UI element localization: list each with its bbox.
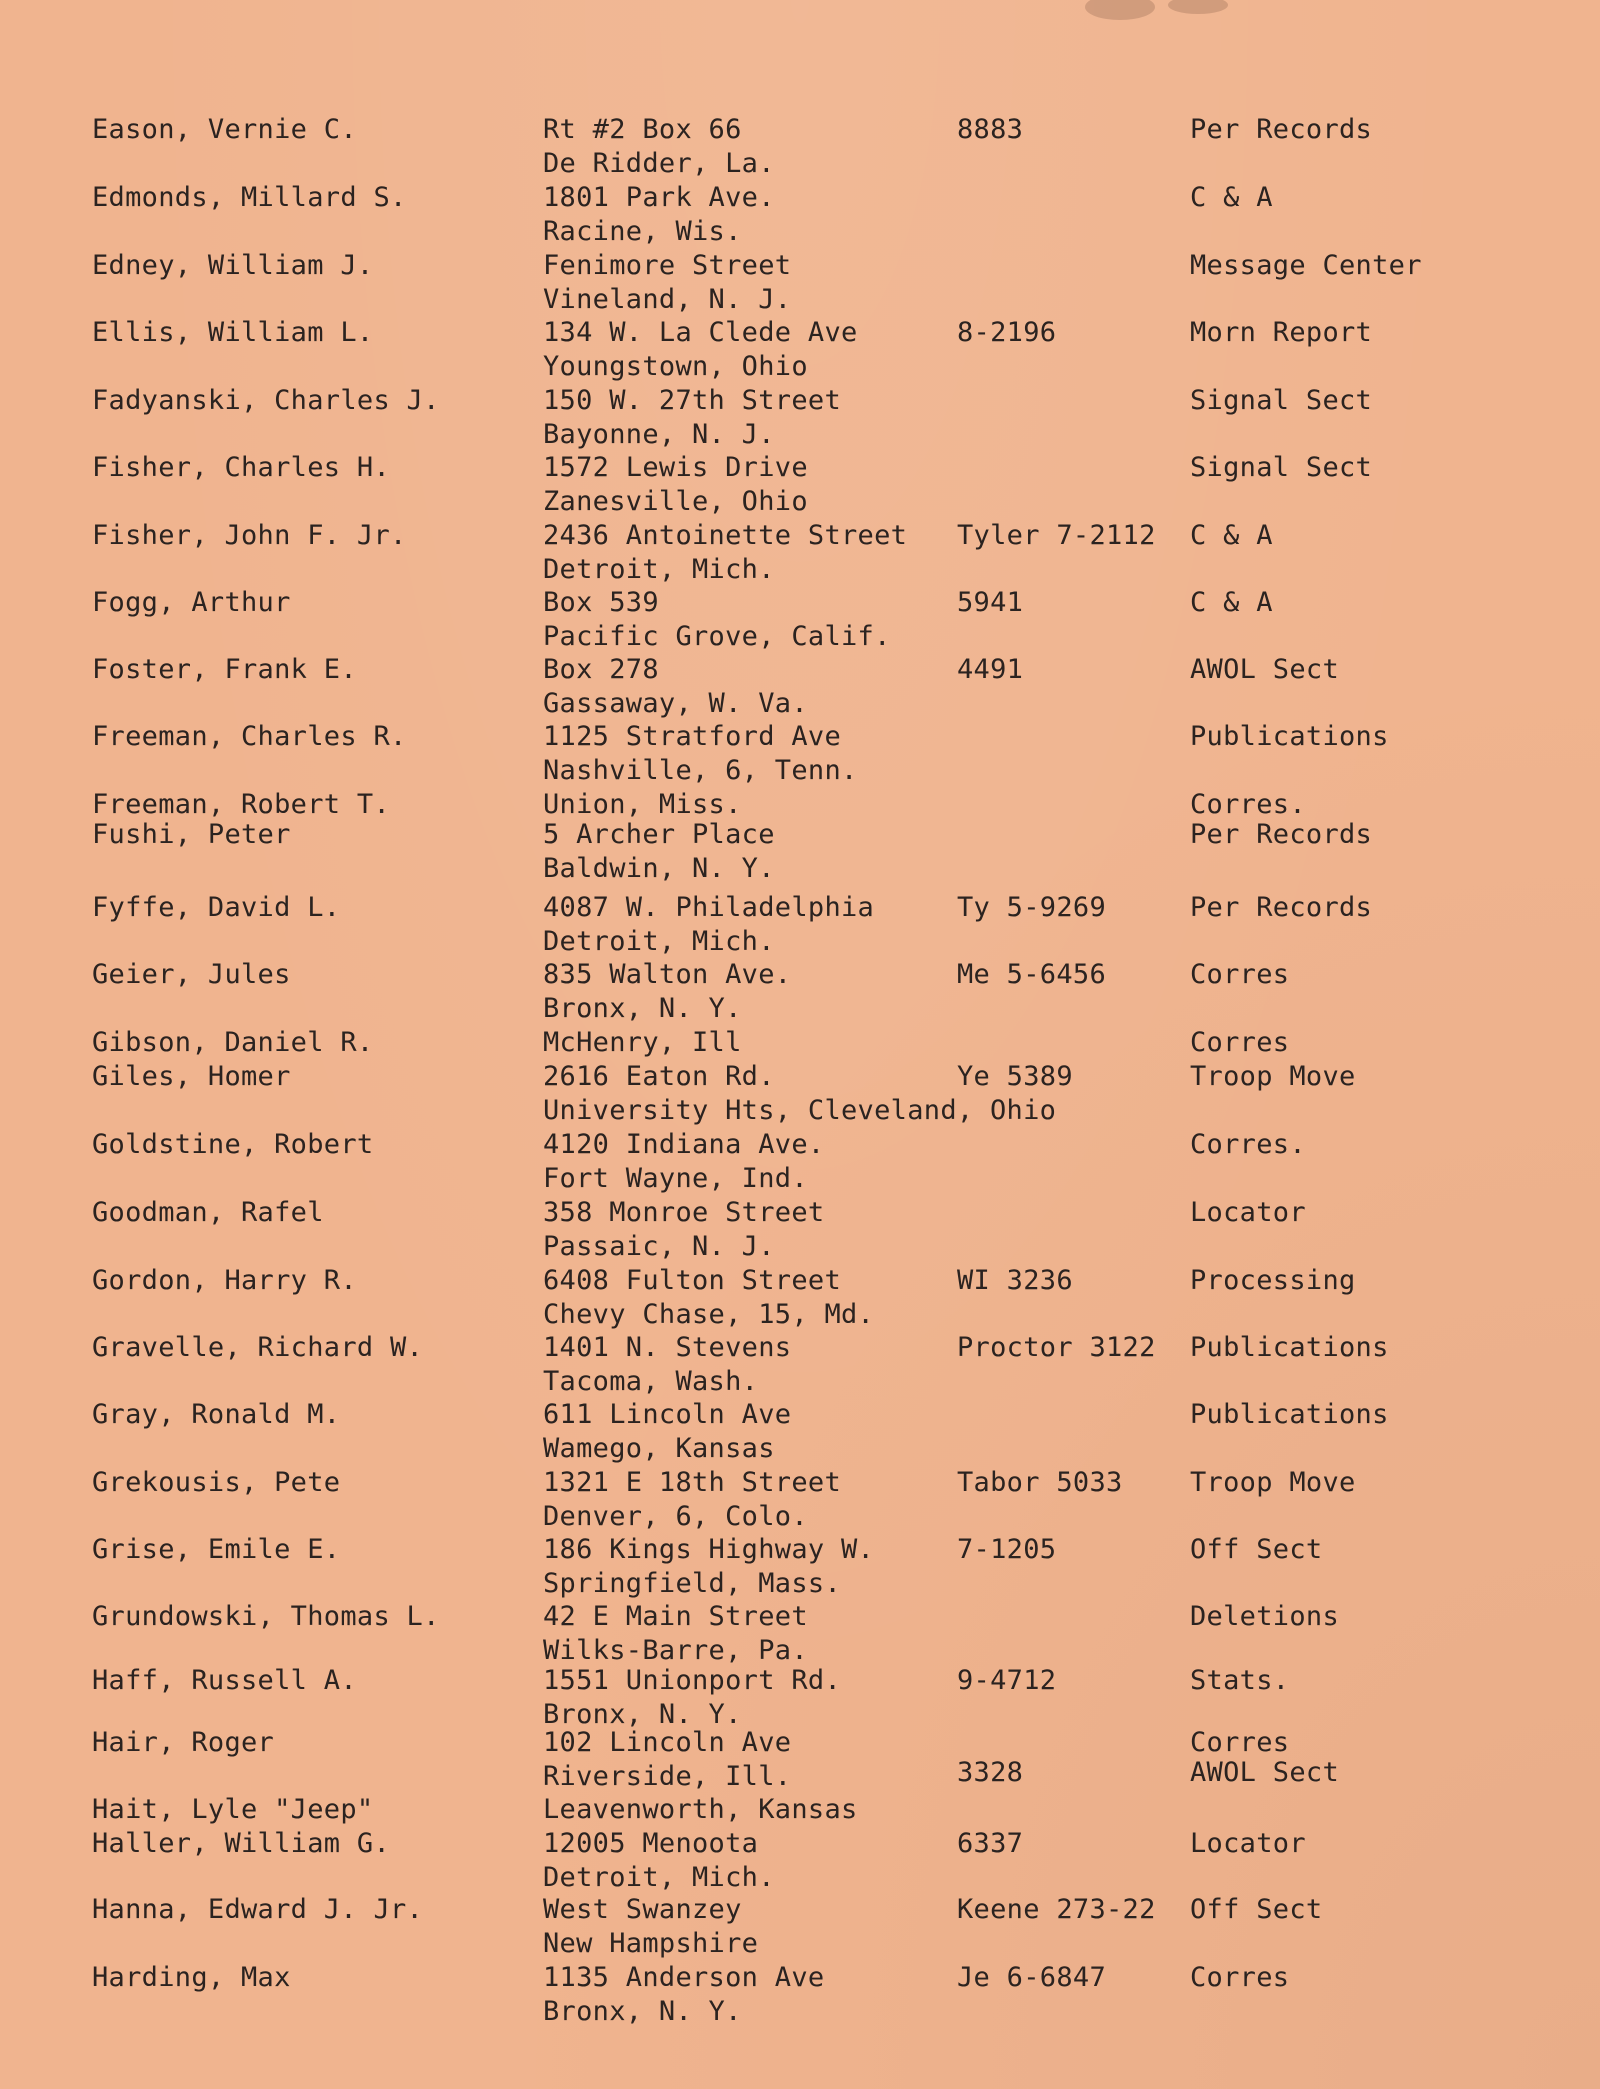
address-line-1: 4120 Indiana Ave.	[543, 1129, 825, 1160]
address-line-2: Fort Wayne, Ind.	[543, 1163, 808, 1194]
phone-number: Tabor 5033	[957, 1467, 1123, 1498]
member-name: Gordon, Harry R.	[92, 1265, 357, 1296]
member-name: Geier, Jules	[92, 959, 291, 990]
member-name: Gibson, Daniel R.	[92, 1027, 374, 1058]
address-line-2: Baldwin, N. Y.	[543, 853, 775, 884]
section-name: Morn Report	[1190, 317, 1373, 348]
member-name: Haller, William G.	[92, 1828, 390, 1859]
address-line-1: 186 Kings Highway W.	[543, 1534, 875, 1565]
address-line-1: 2436 Antoinette Street	[543, 520, 908, 551]
roster-entry	[0, 818, 1600, 886]
address-line-2: Bronx, N. Y.	[543, 993, 742, 1024]
member-name: Edmonds, Millard S.	[92, 182, 407, 213]
address-line-1: 1321 E 18th Street	[543, 1467, 841, 1498]
member-name: Goodman, Rafel	[92, 1197, 324, 1228]
phone-number: Ty 5-9269	[957, 892, 1106, 923]
address-line-1: 134 W. La Clede Ave	[543, 317, 858, 348]
phone-number: 5941	[957, 587, 1024, 618]
roster-entry	[0, 181, 1600, 249]
phone-number: 8883	[957, 114, 1024, 145]
address-line-2: Wilks-Barre, Pa.	[543, 1635, 808, 1666]
member-name: Grekousis, Pete	[92, 1467, 341, 1498]
address-line-2: Gassaway, W. Va.	[543, 688, 808, 719]
section-name: Per Records	[1190, 819, 1373, 850]
paper-smudge	[1168, 0, 1228, 14]
section-name: AWOL Sect	[1190, 654, 1339, 685]
address-line-2: De Ridder, La.	[543, 148, 775, 179]
address-line-2: Zanesville, Ohio	[543, 486, 808, 517]
section-name: Publications	[1190, 721, 1389, 752]
address-line-2: Bronx, N. Y.	[543, 1699, 742, 1730]
address-line-1: 6408 Fulton Street	[543, 1265, 841, 1296]
roster-entry	[0, 1961, 1600, 2029]
member-name: Hanna, Edward J. Jr.	[92, 1894, 424, 1925]
section-name: Corres	[1190, 1027, 1290, 1058]
phone-number: 3328	[957, 1757, 1024, 1788]
address-line-1: 1135 Anderson Ave	[543, 1962, 825, 1993]
address-line-1: Box 539	[543, 587, 659, 618]
roster-entry	[0, 1600, 1600, 1668]
phone-number: Je 6-6847	[957, 1962, 1106, 1993]
phone-number: 7-1205	[957, 1534, 1057, 1565]
section-name: Locator	[1190, 1197, 1306, 1228]
section-name: Processing	[1190, 1265, 1356, 1296]
roster-entry	[0, 249, 1600, 317]
address-line-2: Bronx, N. Y.	[543, 1996, 742, 2027]
member-name: Foster, Frank E.	[92, 654, 357, 685]
member-name: Fisher, John F. Jr.	[92, 520, 407, 551]
phone-number: Me 5-6456	[957, 959, 1106, 990]
address-line-2: Racine, Wis.	[543, 216, 742, 247]
member-name: Fadyanski, Charles J.	[92, 385, 440, 416]
section-name: Off Sect	[1190, 1534, 1323, 1565]
address-line-2: Vineland, N. J.	[543, 284, 792, 315]
member-name: Eason, Vernie C.	[92, 114, 357, 145]
roster-entry	[0, 958, 1600, 1026]
address-line-1: 1125 Stratford Ave	[543, 721, 841, 752]
phone-number: 9-4712	[957, 1665, 1057, 1696]
address-line-2: Detroit, Mich.	[543, 926, 775, 957]
section-name: Corres	[1190, 959, 1290, 990]
section-name: Publications	[1190, 1399, 1389, 1430]
address-line-2: Youngstown, Ohio	[543, 351, 808, 382]
address-line-1: Fenimore Street	[543, 250, 792, 281]
section-name: Corres.	[1190, 1129, 1306, 1160]
address-line-2: Pacific Grove, Calif.	[543, 621, 891, 652]
section-name: Locator	[1190, 1828, 1306, 1859]
address-line-1: 42 E Main Street	[543, 1601, 808, 1632]
roster-entry	[0, 384, 1600, 452]
roster-entry	[0, 891, 1600, 959]
roster-entry	[0, 1893, 1600, 1961]
section-name: Troop Move	[1190, 1061, 1356, 1092]
section-name: Off Sect	[1190, 1894, 1323, 1925]
address-line-1: 1572 Lewis Drive	[543, 452, 808, 483]
section-name: Troop Move	[1190, 1467, 1356, 1498]
address-line-1: 1551 Unionport Rd.	[543, 1665, 841, 1696]
section-name: Publications	[1190, 1332, 1389, 1363]
phone-number: WI 3236	[957, 1265, 1073, 1296]
address-line-1: 12005 Menoota	[543, 1828, 759, 1859]
member-name: Fogg, Arthur	[92, 587, 291, 618]
member-name: Freeman, Charles R.	[92, 721, 407, 752]
roster-entry	[0, 1060, 1600, 1128]
address-line-1: 835 Walton Ave.	[543, 959, 792, 990]
phone-number: 8-2196	[957, 317, 1057, 348]
address-line-2: Detroit, Mich.	[543, 554, 775, 585]
address-line-1: 358 Monroe Street	[543, 1197, 825, 1228]
member-name: Goldstine, Robert	[92, 1129, 374, 1160]
roster-entry	[0, 1398, 1600, 1466]
roster-entry	[0, 1128, 1600, 1196]
section-name: Deletions	[1190, 1601, 1339, 1632]
section-name: Corres	[1190, 1727, 1290, 1758]
section-name: C & A	[1190, 587, 1273, 618]
member-name: Gravelle, Richard W.	[92, 1332, 424, 1363]
section-name: C & A	[1190, 182, 1273, 213]
member-name: Edney, William J.	[92, 250, 374, 281]
member-name: Gray, Ronald M.	[92, 1399, 341, 1430]
address-line-1: 4087 W. Philadelphia	[543, 892, 875, 923]
roster-entry	[0, 113, 1600, 181]
address-line-1: 150 W. 27th Street	[543, 385, 841, 416]
roster-entry	[0, 1196, 1600, 1264]
address-line-1: 2616 Eaton Rd.	[543, 1061, 775, 1092]
address-line-2: University Hts, Cleveland, Ohio	[543, 1095, 1057, 1126]
address-line-2: Wamego, Kansas	[543, 1433, 775, 1464]
roster-entry	[0, 720, 1600, 788]
section-name: Corres.	[1190, 789, 1306, 820]
roster-entry	[0, 653, 1600, 721]
roster-entry	[0, 586, 1600, 654]
member-name: Grise, Emile E.	[92, 1534, 341, 1565]
address-line-1: 102 Lincoln Ave	[543, 1727, 792, 1758]
address-line-1: 611 Lincoln Ave	[543, 1399, 792, 1430]
address-line-1: Leavenworth, Kansas	[543, 1794, 858, 1825]
address-line-1: 1801 Park Ave.	[543, 182, 775, 213]
roster-entry	[0, 451, 1600, 519]
member-name: Harding, Max	[92, 1962, 291, 1993]
phone-number: Proctor 3122	[957, 1332, 1156, 1363]
member-name: Fushi, Peter	[92, 819, 291, 850]
phone-number: 4491	[957, 654, 1024, 685]
address-line-1: West Swanzey	[543, 1894, 742, 1925]
section-name: Corres	[1190, 1962, 1290, 1993]
address-line-2: Nashville, 6, Tenn.	[543, 755, 858, 786]
paper-smudge	[1085, 0, 1155, 20]
roster-entry	[0, 1827, 1600, 1895]
section-name: Signal Sect	[1190, 385, 1373, 416]
member-name: Grundowski, Thomas L.	[92, 1601, 440, 1632]
section-name: Per Records	[1190, 114, 1373, 145]
address-line-1: Union, Miss.	[543, 789, 742, 820]
roster-entry	[0, 519, 1600, 587]
member-name: Giles, Homer	[92, 1061, 291, 1092]
address-line-1: Rt #2 Box 66	[543, 114, 742, 145]
address-line-2: Chevy Chase, 15, Md.	[543, 1299, 875, 1330]
address-line-2: New Hampshire	[543, 1928, 759, 1959]
address-line-2: Bayonne, N. J.	[543, 419, 775, 450]
section-name: AWOL Sect	[1190, 1757, 1339, 1788]
member-name: Haff, Russell A.	[92, 1665, 357, 1696]
member-name: Freeman, Robert T.	[92, 789, 390, 820]
address-line-2: Passaic, N. J.	[543, 1231, 775, 1262]
address-line-2: Denver, 6, Colo.	[543, 1501, 808, 1532]
roster-entry	[0, 1664, 1600, 1732]
phone-number: Tyler 7-2112	[957, 520, 1156, 551]
roster-entry	[0, 1264, 1600, 1332]
section-name: C & A	[1190, 520, 1273, 551]
section-name: Signal Sect	[1190, 452, 1373, 483]
roster-entry	[0, 1466, 1600, 1534]
address-line-2: Detroit, Mich.	[543, 1862, 775, 1893]
address-line-1: 5 Archer Place	[543, 819, 775, 850]
phone-number: 6337	[957, 1828, 1024, 1859]
address-line-2: Tacoma, Wash.	[543, 1366, 759, 1397]
member-name: Fisher, Charles H.	[92, 452, 390, 483]
section-name: Per Records	[1190, 892, 1373, 923]
section-name: Message Center	[1190, 250, 1422, 281]
member-name: Hait, Lyle "Jeep"	[92, 1794, 374, 1825]
roster-entry	[0, 1331, 1600, 1399]
address-line-1: Box 278	[543, 654, 659, 685]
phone-number: Ye 5389	[957, 1061, 1073, 1092]
roster-entry	[0, 1533, 1600, 1601]
member-name: Fyffe, David L.	[92, 892, 341, 923]
phone-number: Keene 273-22	[957, 1894, 1156, 1925]
address-line-2: Riverside, Ill.	[543, 1761, 792, 1792]
address-line-2: Springfield, Mass.	[543, 1568, 841, 1599]
address-line-1: McHenry, Ill	[543, 1027, 742, 1058]
member-name: Hair, Roger	[92, 1727, 275, 1758]
section-name: Stats.	[1190, 1665, 1290, 1696]
roster-entry	[0, 316, 1600, 384]
member-name: Ellis, William L.	[92, 317, 374, 348]
address-line-1: 1401 N. Stevens	[543, 1332, 792, 1363]
